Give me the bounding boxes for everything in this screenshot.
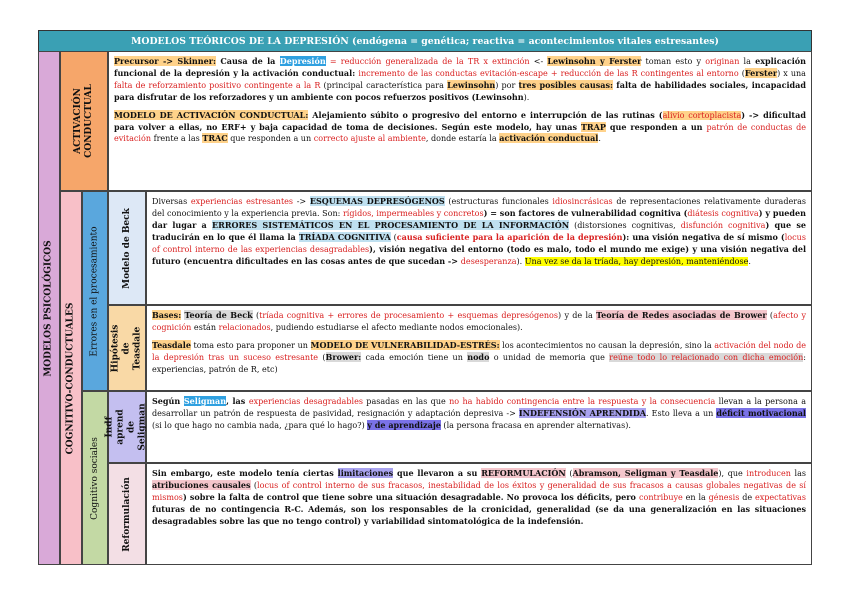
text-run: ERRORES SISTEMÁTICOS EN EL PROCESAMIENTO DE LA INFORMACIÓN bbox=[212, 219, 570, 230]
text-run: activación conductual bbox=[499, 133, 599, 144]
text-run: . bbox=[748, 256, 751, 266]
text-run: , pudiendo estudiarse el afecto mediante nodos emocionales). bbox=[270, 322, 523, 332]
reform-cell bbox=[108, 463, 146, 565]
text-run: o unidad de memoria que bbox=[489, 352, 610, 362]
text-run: . bbox=[598, 134, 601, 144]
text-run: (si lo que hago no cambia nada, ¿para qué lo hago?) bbox=[152, 420, 368, 430]
text-run: ). bbox=[523, 92, 530, 102]
text-run: Brower: bbox=[325, 351, 362, 362]
text-run: alivio cortoplacista bbox=[662, 110, 742, 120]
text-run: TRAC bbox=[202, 133, 228, 144]
text-run: (la persona fracasa en aprender alternativas). bbox=[440, 420, 631, 430]
text-run: ( bbox=[250, 480, 258, 490]
text-run: ( bbox=[318, 352, 326, 362]
text-run: TRAP bbox=[580, 121, 606, 132]
text-run: -> bbox=[293, 197, 310, 206]
text-run: toman esto y bbox=[641, 57, 706, 66]
text-run: <- bbox=[529, 57, 548, 66]
text-run: tríada cognitiva + errores de procesamiento + esquemas depresógenos bbox=[259, 311, 559, 320]
text-run: que responden a un bbox=[227, 134, 314, 144]
text-run: la bbox=[739, 57, 756, 66]
teasdale-paragraph-2 bbox=[152, 340, 806, 376]
text-run: , las bbox=[226, 396, 249, 406]
text-run: ) que se traducirán en lo que él llama la bbox=[152, 219, 806, 242]
text-run: Precursor -> Skinner: bbox=[114, 56, 216, 66]
text-run: MODELO DE VULNERABILIDAD-ESTRÉS: bbox=[310, 339, 500, 350]
text-run: nodo bbox=[467, 351, 490, 362]
text-run: limitaciones bbox=[337, 468, 394, 478]
reform-label: Reformulación bbox=[121, 476, 132, 552]
text-run: ( bbox=[738, 68, 745, 78]
text-run: expectativas bbox=[754, 492, 806, 502]
text-run: Ferster bbox=[744, 67, 778, 78]
activacion-content bbox=[108, 51, 812, 191]
text-run: Alejamiento súbito o progresivo del entorno e interrupción de las rutinas ( bbox=[308, 109, 663, 120]
text-run: idiosincrásicas bbox=[552, 197, 613, 206]
text-run: explicación funcional de la depresión y la activación conductual: bbox=[114, 56, 807, 78]
text-run: frente a las bbox=[151, 134, 203, 144]
text-run: de representaciones relativamente duraderas del conocimiento y la experiencia previa. Son: bbox=[152, 197, 806, 218]
text-run: falta de habilidades sociales, incapacidad para disfrutar de los reforzadores y un ambiente con pocos refuerzos positivos ( bbox=[114, 79, 806, 102]
cognitivo-label: COGNITIVO-CONDUCTUALES bbox=[65, 302, 76, 454]
seligman-content bbox=[146, 391, 812, 463]
text-run: ) por bbox=[495, 80, 519, 90]
activacion-paragraph-2 bbox=[114, 110, 806, 146]
modelos-psicologicos-label: MODELOS PSICOLÓGICOS bbox=[43, 239, 54, 377]
text-run: los acontecimientos no causan la depresión, sino la bbox=[499, 340, 715, 350]
text-run: no ha habido contingencia entre la respuesta y la consecuencia bbox=[449, 397, 716, 406]
text-run: introducen bbox=[746, 469, 791, 478]
text-run: Causa de la bbox=[215, 56, 280, 66]
text-run: y de aprendizaje bbox=[367, 419, 441, 430]
text-run: Una vez se da la tríada, hay depresión, manteniéndose bbox=[524, 256, 749, 266]
text-run: pasadas en las que bbox=[362, 397, 450, 406]
text-run: contribuye bbox=[638, 492, 683, 502]
text-run: están bbox=[191, 322, 219, 332]
text-run: Abramson, Seligman y Teasdale bbox=[572, 468, 719, 478]
text-run: incremento de las conductas evitación-escape + reducción de las R contingentes al entorno bbox=[358, 68, 739, 78]
beck-content bbox=[146, 191, 812, 305]
activacion-paragraph-1 bbox=[114, 56, 806, 104]
text-run: locus of control interno de las experiencias desagradables bbox=[152, 232, 806, 254]
text-run: en la bbox=[682, 492, 709, 502]
text-run: locus of control interno de sus fracasos, inestabilidad de los éxitos y generalidad de sus fracasos a causas globales negativas de sí mismos bbox=[152, 480, 807, 502]
hipotesis-label: Hipótesis de Teasdale bbox=[110, 324, 143, 372]
text-run: Seligman bbox=[183, 396, 227, 406]
indef-cell bbox=[105, 391, 149, 463]
text-run: (estructuras funcionales bbox=[444, 197, 553, 206]
errores-label: Errores en el procesamiento bbox=[89, 225, 100, 357]
text-run: activación del nodo de la depresión tras un suceso estresante bbox=[152, 340, 806, 362]
text-run: las bbox=[790, 469, 807, 478]
text-run: TRÍADA COGNITIVA bbox=[298, 231, 391, 242]
modelos-psicologicos-cell bbox=[38, 51, 60, 565]
text-run: ( bbox=[766, 311, 774, 320]
indef-label: Indf aprend de Seligman bbox=[105, 403, 149, 451]
text-run: ) y de la bbox=[558, 311, 597, 320]
text-run: génesis bbox=[708, 492, 740, 502]
reformulacion-content bbox=[146, 463, 812, 565]
text-run: diátesis cognitiva bbox=[687, 208, 759, 218]
text-run: ) sobre la falta de control que tiene sobre una situación desagradable. No provoca los déficits, pero bbox=[182, 491, 639, 502]
text-run: ): una visión negativa de sí mismo ( bbox=[622, 231, 785, 242]
teasdale-content bbox=[146, 305, 812, 391]
text-run: toma esto para proponer un bbox=[190, 340, 311, 350]
text-run: causa suficiente para la aparición de la depresión bbox=[396, 231, 623, 242]
text-run: relacionados bbox=[218, 322, 271, 332]
text-run: ) x una bbox=[777, 68, 806, 78]
seligman-paragraph-1 bbox=[152, 396, 806, 432]
text-run: llevan a la persona a desarrollar un patrón de respuesta de pasividad, resignación y adaptación depresiva -> bbox=[152, 397, 806, 418]
reformulacion-paragraph-1 bbox=[152, 468, 806, 528]
text-run: tres posibles causas: bbox=[518, 79, 613, 90]
teasdale-paragraph-1 bbox=[152, 310, 806, 334]
text-run: ) = son factores de vulnerabilidad cognitiva ( bbox=[483, 207, 688, 218]
text-run: Lewinsohn bbox=[475, 91, 524, 102]
text-run: déficit motivacional bbox=[716, 407, 806, 418]
text-run: patrón de conductas de evitación bbox=[114, 122, 806, 144]
text-run: futuras de no contingencia R-C. Además, son los responsables de la cronicidad, generalidad (se da una generalización en las situaciones desagradables sobre las que no tengo control) y variabilidad sintomatológica de la indefensión. bbox=[152, 503, 806, 526]
text-run: que llevaron a su bbox=[393, 468, 482, 478]
text-run: Según bbox=[152, 396, 184, 406]
text-run: ESQUEMAS DEPRESÓGENOS bbox=[309, 196, 445, 206]
text-run: : experiencias, patrón de R, etc) bbox=[152, 352, 806, 374]
text-run: reúne todo lo relacionado con dicha emoción bbox=[609, 352, 804, 362]
text-run: ( bbox=[390, 232, 397, 242]
text-run: ( bbox=[252, 311, 260, 320]
activacion-cell bbox=[60, 51, 108, 191]
text-run: ) y pueden dar lugar a bbox=[152, 207, 807, 230]
text-run: Teoría de Redes asociadas de Brower bbox=[596, 310, 767, 320]
text-run: Teasdale bbox=[152, 339, 191, 350]
text-run: experiencias desagradables bbox=[248, 397, 363, 406]
cogsociales-label: Cognitivo sociales bbox=[89, 436, 100, 520]
text-run: originan bbox=[705, 57, 740, 66]
text-run: Lewinsohn y Ferster bbox=[547, 56, 642, 66]
text-run: (principal característica para bbox=[320, 80, 448, 90]
beck-paragraph-1 bbox=[152, 196, 806, 267]
text-run: falta de reforzamiento positivo contingente a la R bbox=[114, 80, 321, 90]
text-run: = reducción generalizada de la TR x extinción bbox=[325, 57, 530, 66]
text-run: correcto ajuste al ambiente bbox=[313, 134, 426, 144]
errores-cell bbox=[82, 191, 108, 391]
text-run: Teoría de Beck bbox=[184, 310, 253, 320]
text-run: Bases: bbox=[152, 310, 182, 320]
text-run: ) -> dificultad para volver a ellas, no ERF+ y baja capacidad de toma de decisiones. Según este modelo, hay unas bbox=[114, 109, 806, 132]
text-run: desesperanza bbox=[460, 256, 517, 266]
text-run: Diversas bbox=[152, 197, 191, 206]
text-run: REFORMULACIÓN bbox=[481, 468, 566, 478]
text-run: rígidos, impermeables y concretos bbox=[342, 208, 484, 218]
activacion-label: ACTIVACIÓN CONDUCTUAL bbox=[73, 84, 94, 158]
text-run: Depresión bbox=[279, 56, 326, 66]
text-run: atribuciones causales bbox=[152, 479, 251, 490]
text-run: ( bbox=[565, 469, 573, 478]
text-run: , donde estaría la bbox=[425, 134, 500, 144]
text-run: ), que bbox=[718, 469, 747, 478]
text-run: de bbox=[739, 492, 755, 502]
text-run: ), visión negativa del entorno (todo es malo, todo el mundo me exige) y una visión negativa del futuro (encuentra dificultades en las cosas antes de que sucedan -> bbox=[152, 243, 806, 266]
page-title: MODELOS TEÓRICOS DE LA DEPRESIÓN (endógena = genética; reactiva = acontecimientos vitales estresantes) bbox=[38, 30, 812, 52]
cognitivo-cell bbox=[60, 191, 82, 565]
text-run: experiencias estresantes bbox=[190, 197, 294, 206]
text-run: (distorsiones cognitivas, bbox=[569, 220, 681, 230]
text-run: que responden a un bbox=[605, 121, 707, 132]
text-run: cada emoción tiene un bbox=[361, 352, 468, 362]
beck-label: Modelo de Beck bbox=[121, 207, 132, 289]
text-run: INDEFENSIÓN APRENDIDA bbox=[518, 407, 647, 418]
text-run: disfunción cognitiva bbox=[680, 220, 766, 230]
text-run: Lewinsohn bbox=[447, 79, 496, 90]
text-run: ). bbox=[516, 256, 525, 266]
text-run: afecto y cognición bbox=[152, 311, 807, 332]
text-run: Sin embargo, este modelo tenía ciertas bbox=[152, 468, 338, 478]
text-run: . Esto lleva a un bbox=[646, 408, 717, 418]
hipotesis-cell bbox=[108, 305, 146, 391]
text-run: MODELO DE ACTIVACIÓN CONDUCTUAL: bbox=[114, 109, 309, 120]
beck-cell bbox=[108, 191, 146, 305]
